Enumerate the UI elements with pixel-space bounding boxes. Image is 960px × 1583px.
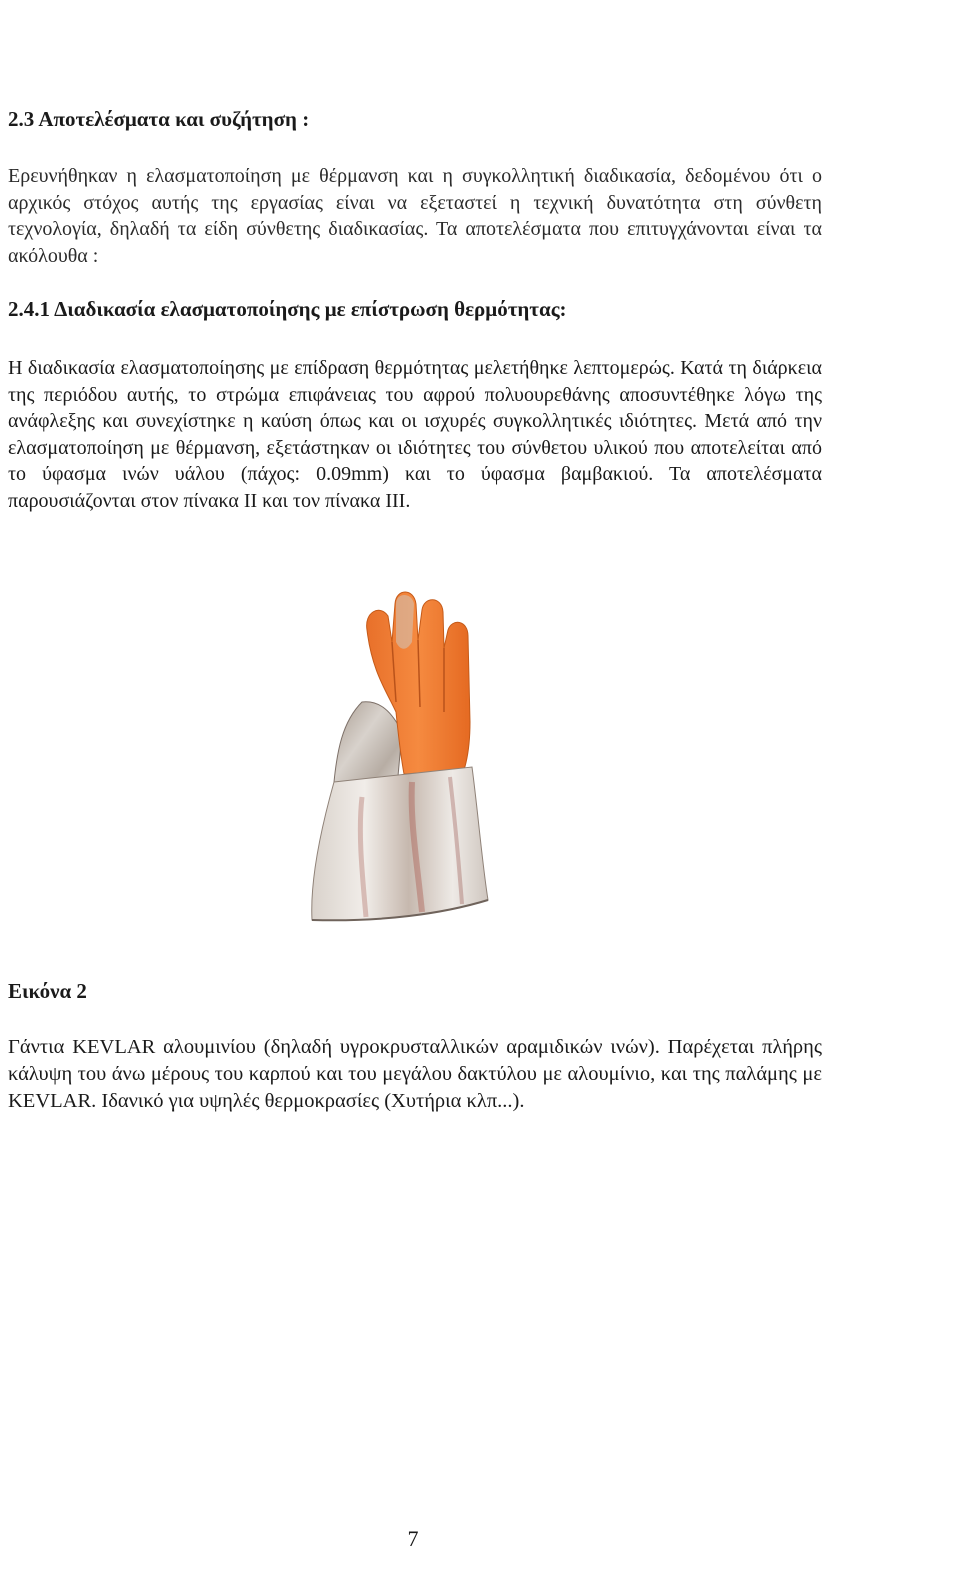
page-number: 7 [407,1526,419,1551]
intro-paragraph: Ερευνήθηκαν η ελασματοποίηση με θέρμανση και η συγκολλητική διαδικασία, δεδομένου ότι ο αρχικός στόχος αυτής της εργασίας είναι να εξεταστεί η τεχνική δυνατότητα στη σύνθετη τεχνολογία, δηλαδή τα είδη σύνθετης διαδικασίας. Τα αποτελέσματα που επιτυγχάνονται είναι τα ακόλουθα : [8,165,822,267]
subsection-heading: 2.4.1 Διαδικασία ελασματοποίησης με επίστρωση θερμότητας: [8,297,567,321]
kevlar-glove-image [292,582,504,932]
figure-caption: Γάντια KEVLAR αλουμινίου (δηλαδή υγροκρυσταλλικών αραμιδικών ινών). Παρέχεται πλήρης κάλυψη του άνω μέρους του καρπού και του μεγάλου δακτύλου με αλουμίνιο, και της παλάμης με KEVLAR. Ιδανικό για υψηλές θερμοκρασίες (Χυτήρια κλπ...). [8,1036,822,1112]
procedure-paragraph: Η διαδικασία ελασματοποίησης με επίδραση θερμότητας μελετήθηκε λεπτομερώς. Κατά τη διάρκεια της περιόδου αυτής, το στρώμα επιφάνειας του αφρού πολυουρεθάνης αποσυντέθηκε λόγω της ανάφλεξης και συνεχίστηκε η καύση όπως και οι ισχυρές συγκολλητικές ιδιότητες. Μετά από την ελασματοποίηση με θέρμανση, εξετάστηκαν οι ιδιότητες του σύνθετου υλικού που αποτελείται από το ύφασμα ινών υάλου (πάχος: 0.09mm) και το ύφασμα βαμβακιού. Τα αποτελέσματα παρουσιάζονται στον πίνακα ΙΙ και τον πίνακα ΙΙΙ. [8,357,822,512]
section-heading: 2.3 Αποτελέσματα και συζήτηση : [8,107,310,131]
figure-label: Εικόνα 2 [8,979,87,1003]
